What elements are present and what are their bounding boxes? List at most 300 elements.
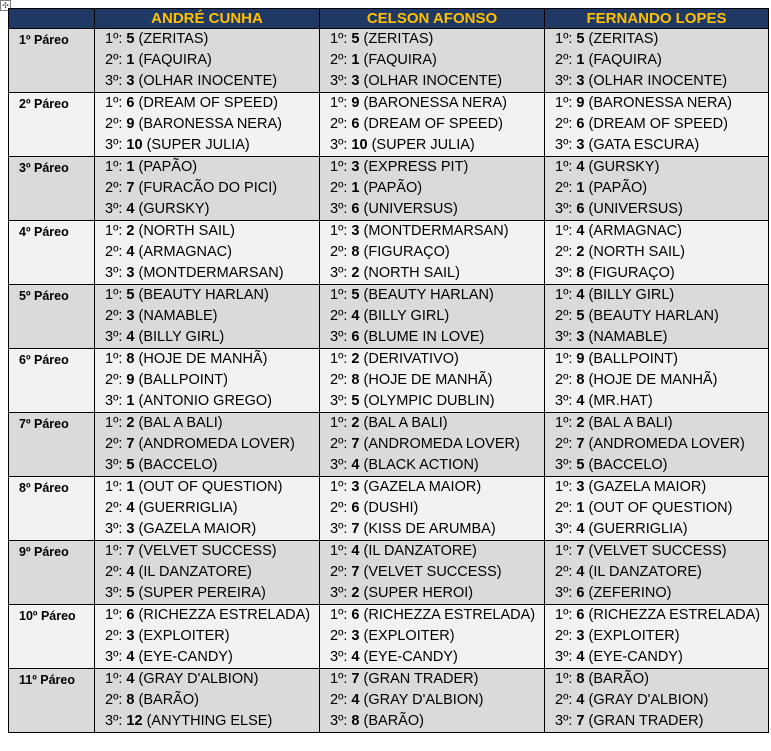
horse-name: (BEAUTY HARLAN) — [584, 308, 719, 324]
horse-number: 6 — [126, 607, 135, 623]
horse-number: 8 — [351, 713, 360, 729]
horse-number: 3 — [576, 137, 585, 153]
horse-name: (OUT OF QUESTION) — [584, 500, 733, 516]
horse-name: (GURSKY) — [134, 201, 210, 217]
horse-name: (NORTH SAIL) — [134, 223, 235, 239]
horse-number: 5 — [126, 287, 135, 303]
pick-position: 1º: — [105, 31, 127, 47]
pick-position: 3º: — [105, 137, 127, 153]
pick-line — [330, 306, 544, 327]
horse-number: 3 — [126, 73, 135, 89]
horse-number: 4 — [126, 671, 135, 687]
horse-name: (HOJE DE MANHÃ) — [584, 372, 718, 388]
race-label: 9º Páreo — [9, 541, 95, 605]
horse-number: 4 — [126, 244, 135, 260]
pick-position: 3º: — [105, 265, 127, 281]
pick-position: 2º: — [330, 180, 352, 196]
horse-name: (BALLPOINT) — [134, 372, 228, 388]
horse-name: (BEAUTY HARLAN) — [134, 287, 269, 303]
pick-position: 3º: — [105, 457, 127, 473]
pick-position: 2º: — [330, 692, 352, 708]
horse-number: 1 — [576, 52, 585, 68]
pick-line — [105, 306, 319, 327]
horse-number: 3 — [351, 479, 360, 495]
pick-line — [330, 263, 544, 284]
horse-number: 3 — [576, 628, 585, 644]
pick-line — [105, 626, 319, 647]
pick-line — [330, 157, 544, 178]
horse-name: (BLACK ACTION) — [359, 457, 479, 473]
picks-cell-andre-cunha — [95, 541, 320, 605]
horse-number: 8 — [351, 244, 360, 260]
horse-name: (MONTDERMARSAN) — [134, 265, 284, 281]
horse-name: (GRAY D'ALBION) — [359, 692, 484, 708]
pick-line — [105, 93, 319, 114]
race-label: 2º Páreo — [9, 93, 95, 157]
horse-name: (UNIVERSUS) — [584, 201, 683, 217]
horse-name: (BALLPOINT) — [584, 351, 678, 367]
horse-name: (GAZELA MAIOR) — [359, 479, 482, 495]
pick-position: 3º: — [105, 73, 127, 89]
race-label: 1º Páreo — [9, 29, 95, 93]
header-row — [9, 9, 769, 29]
race-label: 4º Páreo — [9, 221, 95, 285]
horse-number: 6 — [576, 201, 585, 217]
horse-number: 9 — [126, 116, 135, 132]
horse-number: 4 — [351, 457, 360, 473]
pick-line — [330, 71, 544, 92]
horse-name: (EYE-CANDY) — [584, 649, 683, 665]
table-move-handle-icon[interactable]: ✣ — [0, 0, 11, 11]
horse-name: (DREAM OF SPEED) — [584, 116, 728, 132]
table-row — [9, 157, 769, 221]
horse-name: (FAQUIRA) — [134, 52, 212, 68]
pick-position: 1º: — [330, 287, 352, 303]
pick-position: 1º: — [555, 607, 577, 623]
picks-cell-andre-cunha — [95, 93, 320, 157]
horse-number: 5 — [126, 457, 135, 473]
pick-line — [330, 434, 544, 455]
pick-position: 1º: — [555, 159, 577, 175]
pick-line — [105, 157, 319, 178]
horse-name: (BARONESSA NERA) — [134, 116, 282, 132]
horse-number: 3 — [126, 521, 135, 537]
pick-position: 1º: — [105, 607, 127, 623]
pick-position: 2º: — [105, 116, 127, 132]
header-fernando-lopes: FERNANDO LOPES — [545, 9, 769, 29]
horse-name: (ANDROMEDA LOVER) — [584, 436, 745, 452]
horse-number: 12 — [126, 713, 143, 729]
pick-line — [555, 263, 768, 284]
pick-position: 3º: — [330, 713, 352, 729]
pick-line — [330, 327, 544, 348]
horse-number: 4 — [576, 287, 585, 303]
pick-position: 1º: — [105, 159, 127, 175]
pick-line — [555, 669, 768, 690]
pick-position: 3º: — [555, 73, 577, 89]
picks-cell-fernando-lopes — [545, 413, 769, 477]
horse-name: (MONTDERMARSAN) — [359, 223, 509, 239]
horse-number: 1 — [126, 52, 135, 68]
horse-number: 4 — [351, 543, 360, 559]
horse-number: 3 — [126, 265, 135, 281]
horse-name: (ARMAGNAC) — [134, 244, 232, 260]
pick-position: 3º: — [330, 521, 352, 537]
horse-number: 1 — [576, 500, 585, 516]
horse-number: 3 — [576, 479, 585, 495]
picks-cell-fernando-lopes — [545, 349, 769, 413]
pick-position: 1º: — [105, 287, 127, 303]
pick-position: 3º: — [105, 585, 127, 601]
pick-line — [105, 327, 319, 348]
pick-position: 3º: — [330, 73, 352, 89]
horse-number: 2 — [351, 351, 360, 367]
pick-position: 3º: — [555, 521, 577, 537]
pick-line — [555, 434, 768, 455]
pick-line — [105, 71, 319, 92]
pick-position: 2º: — [330, 500, 352, 516]
horse-number: 2 — [126, 415, 135, 431]
horse-name: (BARONESSA NERA) — [584, 95, 732, 111]
pick-line — [555, 306, 768, 327]
horse-name: (BILLY GIRL) — [584, 287, 675, 303]
pick-line — [105, 413, 319, 434]
race-label: 10º Páreo — [9, 605, 95, 669]
pick-line — [330, 498, 544, 519]
pick-position: 1º: — [555, 479, 577, 495]
horse-name: (GAZELA MAIOR) — [584, 479, 707, 495]
horse-name: (ANDROMEDA LOVER) — [134, 436, 295, 452]
horse-name: (EYE-CANDY) — [134, 649, 233, 665]
horse-name: (VELVET SUCCESS) — [584, 543, 727, 559]
picks-cell-fernando-lopes — [545, 605, 769, 669]
horse-name: (ZERITAS) — [134, 31, 209, 47]
pick-line — [105, 370, 319, 391]
horse-number: 3 — [351, 73, 360, 89]
pick-line — [555, 690, 768, 711]
pick-line — [555, 477, 768, 498]
pick-line — [330, 370, 544, 391]
horse-name: (DUSHI) — [359, 500, 419, 516]
pick-position: 2º: — [330, 116, 352, 132]
pick-line — [105, 541, 319, 562]
table-row — [9, 605, 769, 669]
horse-number: 7 — [576, 713, 585, 729]
horse-name: (BARÃO) — [134, 692, 199, 708]
pick-line — [105, 711, 319, 732]
pick-line — [330, 199, 544, 220]
horse-number: 2 — [351, 585, 360, 601]
horse-number: 8 — [576, 372, 585, 388]
pick-position: 3º: — [555, 329, 577, 345]
pick-line — [330, 413, 544, 434]
horse-number: 7 — [351, 521, 360, 537]
pick-position: 2º: — [555, 372, 577, 388]
pick-line — [105, 199, 319, 220]
picks-cell-fernando-lopes — [545, 541, 769, 605]
horse-number: 4 — [126, 500, 135, 516]
pick-line — [105, 349, 319, 370]
pick-line — [105, 455, 319, 476]
pick-line — [330, 605, 544, 626]
horse-number: 4 — [576, 223, 585, 239]
horse-name: (DERIVATIVO) — [359, 351, 459, 367]
picks-cell-celson-afonso — [320, 477, 545, 541]
horse-name: (RICHEZZA ESTRELADA) — [134, 607, 311, 623]
pick-line — [330, 391, 544, 412]
pick-line — [555, 413, 768, 434]
pick-line — [555, 626, 768, 647]
horse-name: (SUPER HEROI) — [359, 585, 474, 601]
pick-line — [105, 647, 319, 668]
pick-position: 1º: — [555, 223, 577, 239]
horse-number: 6 — [351, 329, 360, 345]
pick-position: 2º: — [105, 628, 127, 644]
horse-name: (VELVET SUCCESS) — [359, 564, 502, 580]
pick-line — [555, 157, 768, 178]
pick-line — [330, 711, 544, 732]
pick-position: 1º: — [555, 543, 577, 559]
pick-line — [330, 178, 544, 199]
horse-number: 2 — [576, 244, 585, 260]
horse-number: 6 — [576, 585, 585, 601]
horse-number: 2 — [576, 415, 585, 431]
horse-name: (OLHAR INOCENTE) — [359, 73, 503, 89]
horse-name: (UNIVERSUS) — [359, 201, 458, 217]
pick-position: 1º: — [105, 479, 127, 495]
horse-name: (GRAN TRADER) — [359, 671, 479, 687]
pick-line — [330, 583, 544, 604]
horse-name: (FURACÃO DO PICI) — [134, 180, 278, 196]
horse-number: 6 — [126, 95, 135, 111]
pick-position: 2º: — [330, 372, 352, 388]
picks-cell-fernando-lopes — [545, 285, 769, 349]
pick-position: 1º: — [555, 351, 577, 367]
pick-line — [555, 29, 768, 50]
pick-line — [555, 498, 768, 519]
pick-position: 3º: — [105, 713, 127, 729]
pick-position: 2º: — [555, 180, 577, 196]
horse-name: (BEAUTY HARLAN) — [359, 287, 494, 303]
table-row — [9, 669, 769, 733]
horse-name: (BARÃO) — [359, 713, 424, 729]
horse-name: (ARMAGNAC) — [584, 223, 682, 239]
horse-number: 10 — [126, 137, 143, 153]
horse-name: (ZEFERINO) — [584, 585, 672, 601]
horse-name: (ZERITAS) — [584, 31, 659, 47]
picks-cell-fernando-lopes — [545, 669, 769, 733]
horse-name: (NORTH SAIL) — [359, 265, 460, 281]
horse-name: (DREAM OF SPEED) — [359, 116, 503, 132]
pick-position: 3º: — [330, 649, 352, 665]
pick-position: 1º: — [330, 351, 352, 367]
picks-cell-fernando-lopes — [545, 157, 769, 221]
horse-number: 8 — [126, 351, 135, 367]
horse-name: (BACCELO) — [584, 457, 668, 473]
horse-number: 4 — [576, 159, 585, 175]
header-celson-afonso: CELSON AFONSO — [320, 9, 545, 29]
picks-cell-andre-cunha — [95, 605, 320, 669]
pick-position: 3º: — [330, 201, 352, 217]
pick-position: 3º: — [555, 457, 577, 473]
pick-line — [330, 114, 544, 135]
pick-position: 2º: — [555, 52, 577, 68]
horse-number: 4 — [126, 649, 135, 665]
pick-position: 3º: — [330, 393, 352, 409]
horse-number: 7 — [126, 180, 135, 196]
pick-position: 2º: — [555, 692, 577, 708]
horse-number: 2 — [351, 265, 360, 281]
pick-line — [105, 221, 319, 242]
horse-number: 1 — [351, 180, 360, 196]
pick-line — [330, 669, 544, 690]
pick-position: 1º: — [555, 95, 577, 111]
horse-name: (EXPRESS PIT) — [359, 159, 469, 175]
pick-line — [330, 647, 544, 668]
pick-line — [105, 583, 319, 604]
pick-position: 2º: — [555, 116, 577, 132]
table-row — [9, 285, 769, 349]
horse-number: 3 — [126, 308, 135, 324]
pick-position: 2º: — [330, 564, 352, 580]
horse-name: (PAPÃO) — [584, 180, 648, 196]
pick-line — [555, 605, 768, 626]
pick-position: 3º: — [555, 137, 577, 153]
pick-line — [330, 690, 544, 711]
horse-number: 3 — [351, 223, 360, 239]
horse-number: 5 — [351, 31, 360, 47]
horse-name: (BARÃO) — [584, 671, 649, 687]
horse-number: 5 — [576, 308, 585, 324]
pick-line — [555, 583, 768, 604]
horse-name: (NORTH SAIL) — [584, 244, 685, 260]
horse-name: (VELVET SUCCESS) — [134, 543, 277, 559]
horse-name: (BAL A BALI) — [584, 415, 673, 431]
pick-position: 2º: — [330, 52, 352, 68]
pick-position: 3º: — [330, 457, 352, 473]
table-row — [9, 477, 769, 541]
pick-line — [555, 93, 768, 114]
pick-position: 1º: — [105, 223, 127, 239]
horse-number: 6 — [576, 607, 585, 623]
horse-name: (GURSKY) — [584, 159, 660, 175]
pick-position: 3º: — [555, 393, 577, 409]
horse-number: 7 — [126, 436, 135, 452]
horse-number: 5 — [126, 31, 135, 47]
horse-name: (ANTONIO GREGO) — [134, 393, 272, 409]
horse-number: 1 — [126, 393, 135, 409]
horse-number: 10 — [351, 137, 368, 153]
pick-position: 3º: — [330, 137, 352, 153]
horse-name: (FIGURAÇO) — [359, 244, 450, 260]
pick-line — [555, 455, 768, 476]
pick-position: 1º: — [105, 671, 127, 687]
pick-position: 1º: — [330, 223, 352, 239]
pick-position: 2º: — [105, 564, 127, 580]
horse-number: 9 — [126, 372, 135, 388]
pick-line — [105, 434, 319, 455]
horse-number: 5 — [576, 31, 585, 47]
horse-number: 8 — [576, 265, 585, 281]
pick-line — [330, 519, 544, 540]
horse-name: (HOJE DE MANHÃ) — [134, 351, 268, 367]
pick-position: 2º: — [105, 436, 127, 452]
horse-name: (IL DANZATORE) — [584, 564, 702, 580]
pick-line — [330, 477, 544, 498]
horse-number: 9 — [576, 351, 585, 367]
horse-number: 4 — [351, 649, 360, 665]
picks-cell-celson-afonso — [320, 413, 545, 477]
table-row — [9, 541, 769, 605]
horse-number: 4 — [576, 564, 585, 580]
horse-name: (GUERRIGLIA) — [134, 500, 238, 516]
pick-line — [555, 135, 768, 156]
pick-line — [105, 690, 319, 711]
horse-number: 3 — [576, 329, 585, 345]
pick-line — [330, 29, 544, 50]
pick-line — [555, 199, 768, 220]
pick-line — [105, 669, 319, 690]
picks-cell-celson-afonso — [320, 93, 545, 157]
pick-position: 1º: — [105, 415, 127, 431]
pick-line — [105, 391, 319, 412]
pick-line — [555, 370, 768, 391]
horse-name: (IL DANZATORE) — [134, 564, 252, 580]
picks-cell-celson-afonso — [320, 669, 545, 733]
pick-position: 3º: — [330, 265, 352, 281]
pick-line — [105, 519, 319, 540]
pick-position: 3º: — [555, 585, 577, 601]
horse-name: (EXPLOITER) — [584, 628, 680, 644]
pick-position: 1º: — [105, 95, 127, 111]
pick-position: 3º: — [105, 329, 127, 345]
race-picks-table — [8, 8, 769, 733]
pick-line — [105, 242, 319, 263]
horse-number: 7 — [351, 436, 360, 452]
horse-name: (NAMABLE) — [134, 308, 218, 324]
pick-line — [555, 327, 768, 348]
horse-name: (BAL A BALI) — [359, 415, 448, 431]
horse-number: 4 — [126, 564, 135, 580]
pick-line — [555, 391, 768, 412]
pick-position: 3º: — [555, 201, 577, 217]
horse-name: (MR.HAT) — [584, 393, 653, 409]
pick-line — [555, 71, 768, 92]
pick-line — [555, 541, 768, 562]
horse-number: 3 — [126, 628, 135, 644]
picks-cell-celson-afonso — [320, 29, 545, 93]
horse-number: 5 — [351, 393, 360, 409]
pick-line — [105, 562, 319, 583]
horse-number: 6 — [351, 116, 360, 132]
pick-position: 2º: — [555, 244, 577, 260]
pick-line — [105, 114, 319, 135]
pick-position: 3º: — [555, 265, 577, 281]
pick-line — [555, 519, 768, 540]
horse-number: 9 — [576, 95, 585, 111]
horse-name: (GRAN TRADER) — [584, 713, 704, 729]
horse-name: (KISS DE ARUMBA) — [359, 521, 496, 537]
table-row — [9, 93, 769, 157]
horse-name: (GAZELA MAIOR) — [134, 521, 257, 537]
horse-name: (BILLY GIRL) — [134, 329, 225, 345]
race-label: 7º Páreo — [9, 413, 95, 477]
pick-position: 2º: — [555, 308, 577, 324]
horse-name: (RICHEZZA ESTRELADA) — [359, 607, 536, 623]
pick-line — [105, 50, 319, 71]
horse-number: 1 — [351, 52, 360, 68]
horse-number: 1 — [576, 180, 585, 196]
